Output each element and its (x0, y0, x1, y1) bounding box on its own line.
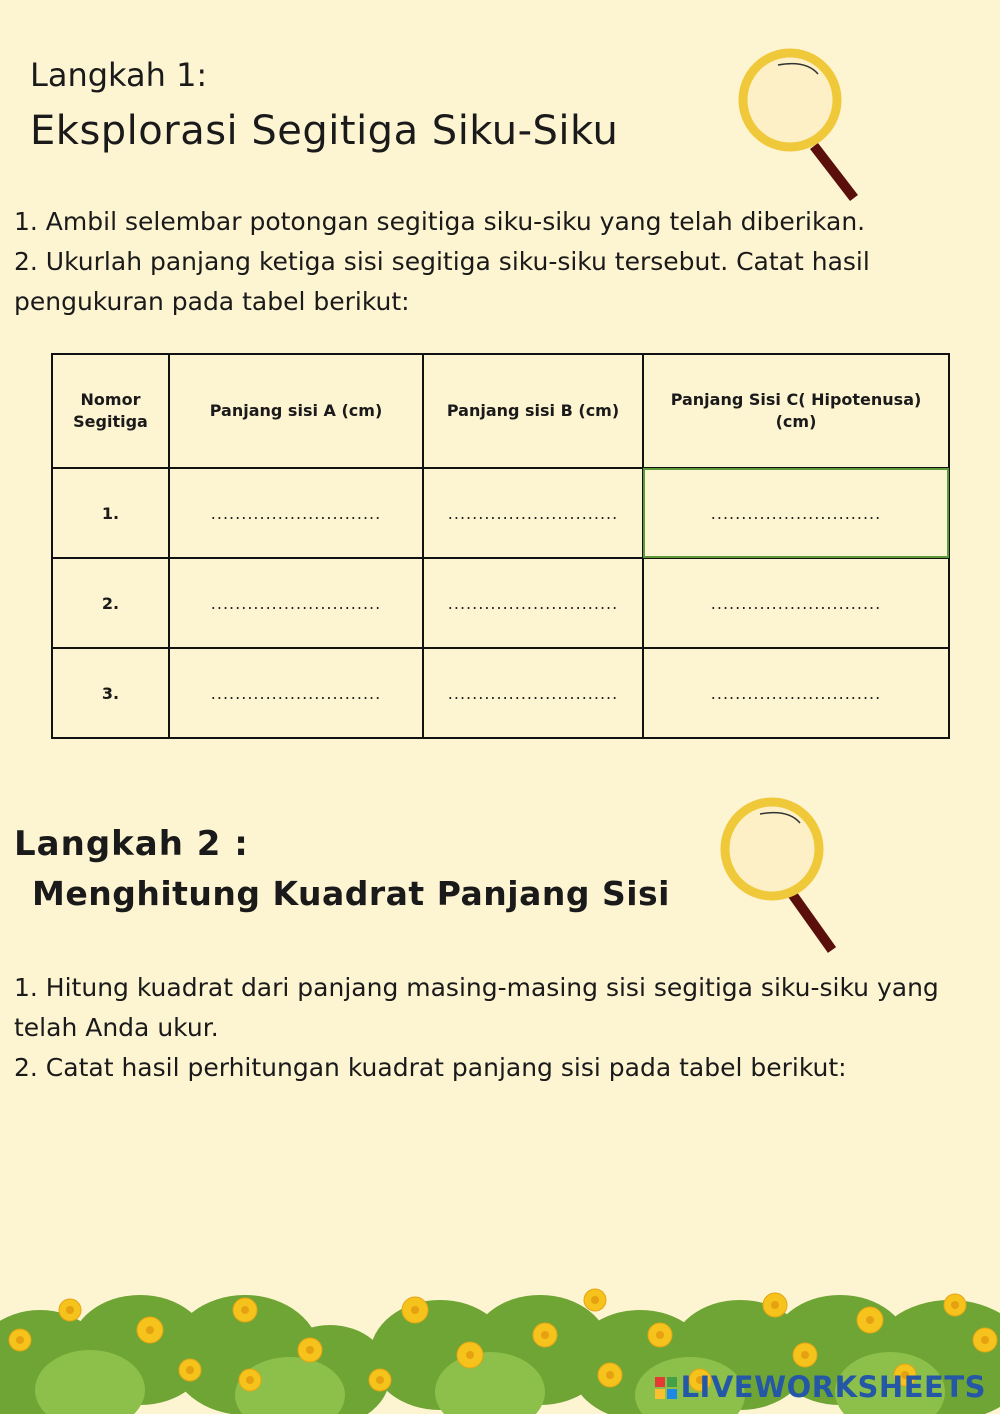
step1-instructions (14, 202, 974, 322)
header-nomor: Nomor Segitiga (52, 354, 169, 468)
table-row (52, 648, 949, 738)
step2-label: Langkah 2 : (14, 824, 249, 864)
liveworksheets-label: LIVEWORKSHEETS (680, 1370, 986, 1404)
liveworksheets-logo[interactable] (655, 1370, 986, 1404)
instruction-1: 1. Ambil selembar potongan segitiga siku-siku yang telah diberikan. (14, 207, 866, 236)
input-sisi-a[interactable]: ............................ (169, 648, 423, 738)
instruction-2: 2. Ukurlah panjang ketiga sisi segitiga siku-siku tersebut. Catat hasil pengukuran pada tabel berikut: (14, 247, 870, 316)
measurement-table (51, 353, 950, 739)
input-sisi-a[interactable]: ............................ (169, 558, 423, 648)
instruction-2: 2. Catat hasil perhitungan kuadrat panjang sisi pada tabel berikut: (14, 1053, 847, 1082)
input-sisi-c[interactable]: ............................ (643, 648, 949, 738)
row-number: 2. (52, 558, 169, 648)
input-sisi-b[interactable]: ............................ (423, 558, 643, 648)
step1-title: Eksplorasi Segitiga Siku-Siku (30, 108, 619, 154)
header-sisi-b: Panjang sisi B (cm) (423, 354, 643, 468)
step2-title: Menghitung Kuadrat Panjang Sisi (32, 874, 670, 913)
input-sisi-b[interactable]: ............................ (423, 648, 643, 738)
liveworksheets-logo-icon (655, 1377, 677, 1399)
input-sisi-a[interactable]: ............................ (169, 468, 423, 558)
input-sisi-c[interactable]: ............................ (643, 558, 949, 648)
step1-label: Langkah 1: (30, 56, 208, 94)
table-row (52, 558, 949, 648)
row-number: 1. (52, 468, 169, 558)
row-number: 3. (52, 648, 169, 738)
instruction-1: 1. Hitung kuadrat dari panjang masing-masing sisi segitiga siku-siku yang telah Anda ukur. (14, 973, 939, 1042)
magnifier-icon (716, 795, 846, 960)
header-sisi-c: Panjang Sisi C( Hipotenusa) (cm) (643, 354, 949, 468)
input-sisi-c[interactable]: ............................ (643, 468, 949, 558)
table-row (52, 468, 949, 558)
magnifier-icon (736, 48, 866, 208)
input-sisi-b[interactable]: ............................ (423, 468, 643, 558)
header-sisi-a: Panjang sisi A (cm) (169, 354, 423, 468)
step2-instructions (14, 968, 974, 1088)
table-header-row (52, 354, 949, 468)
